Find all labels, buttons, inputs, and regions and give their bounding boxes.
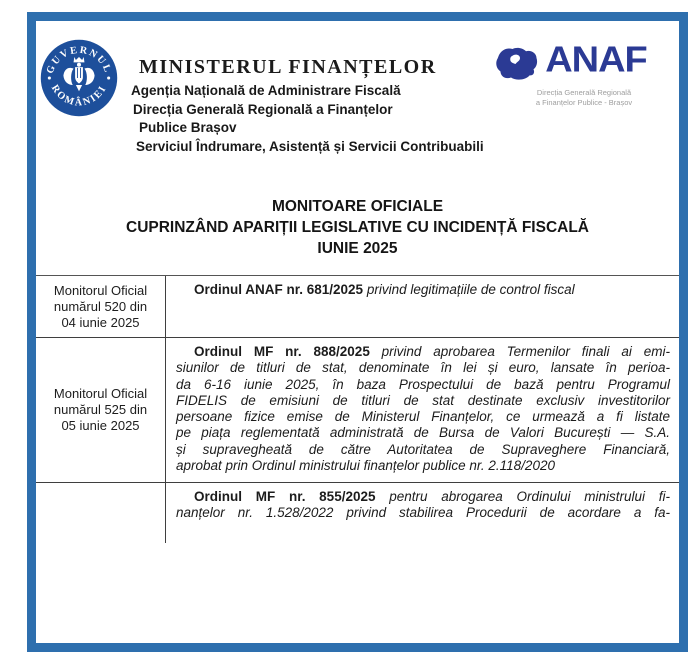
org-line-dgr: Direcția Generală Regională a Finanțelor <box>133 101 393 117</box>
document-title <box>36 196 679 259</box>
order-line: da 6-16 iunie 2025, în baza Prospectului de bază pentru Programul <box>176 376 670 392</box>
order-subject: privind aprobarea Termenilor finali ai emi- <box>369 344 670 359</box>
table-row <box>36 338 679 483</box>
order-number: Ordinul MF nr. 855/2025 <box>194 489 376 504</box>
order-line: FIDELIS de emisiuni de titluri de stat destinate exclusiv investitorilor <box>176 392 670 408</box>
anaf-wordmark: ANAF <box>545 40 647 80</box>
order-subject: pentru abrogarea Ordinului ministrului fi- <box>375 489 670 504</box>
org-line-publice-brasov: Publice Brașov <box>139 120 237 135</box>
title-line-2: CUPRINZÂND APARIȚII LEGISLATIVE CU INCIDENȚĂ FISCALĂ <box>126 219 589 236</box>
order-description-cell <box>166 338 679 482</box>
seal-top-text: GUVERNUL <box>44 44 114 76</box>
order-description-cell <box>166 483 679 543</box>
monitor-table <box>36 275 679 543</box>
order-subject: privind legitimațiile de control fiscal <box>363 282 575 297</box>
org-line-anaf: Agenția Națională de Administrare Fiscală <box>131 83 401 98</box>
table-row <box>36 276 679 338</box>
order-first-line <box>176 489 670 505</box>
order-line: pe piața reglementată administrată de Bursa de Valori București — S.A. <box>176 425 670 441</box>
title-line-1: MONITOARE OFICIALE <box>271 198 444 215</box>
ministry-title: MINISTERUL FINANȚELOR <box>139 56 437 78</box>
seal-bottom-text: ROMÂNIEI <box>48 83 110 109</box>
ref-line: numărul 520 din <box>53 298 148 314</box>
ref-line: Monitorul Oficial <box>53 386 148 401</box>
ref-line: numărul 525 din <box>53 402 148 417</box>
anaf-subtitle-line2: a Finanțelor Publice - Brașov <box>535 98 633 107</box>
monitor-ref-cell <box>36 338 166 482</box>
order-line: persoane fizice emise de Ministerul Finanțelor, ce urmează a fi listate <box>176 409 670 425</box>
monitor-ref-cell <box>36 483 166 543</box>
order-first-line <box>176 344 670 360</box>
romania-map-icon <box>493 43 541 85</box>
anaf-subtitle <box>510 88 658 108</box>
title-line-3: IUNIE 2025 <box>317 240 398 257</box>
guvernul-romaniei-seal-logo <box>40 39 118 117</box>
order-line: siunilor de titluri de stat, denominate în lei și euro, lansate în perioa- <box>176 360 670 376</box>
order-first-line <box>176 282 670 298</box>
order-last-line: aprobat prin Ordinul ministrului finanțelor publice nr. 2.118/2020 <box>176 458 555 474</box>
ref-line: 05 iunie 2025 <box>61 418 140 433</box>
org-line-serviciul: Serviciul Îndrumare, Asistență și Servicii Contribuabili <box>136 138 484 154</box>
order-description-cell <box>166 276 679 337</box>
ref-line: Monitorul Oficial <box>53 282 148 298</box>
order-number: Ordinul MF nr. 888/2025 <box>194 344 370 359</box>
anaf-subtitle-line1: Direcția Generală Regională <box>536 88 632 97</box>
table-row <box>36 483 679 543</box>
order-line: nanțelor nr. 1.528/2022 privind stabilirea Procedurii de acordare a fa- <box>176 505 670 521</box>
anaf-logo <box>482 40 658 108</box>
monitor-ref-cell <box>36 276 166 337</box>
ministry-header-block <box>131 56 484 156</box>
order-line: și supravegheată de către Autoritatea de Supraveghere Financiară, <box>176 441 670 457</box>
order-number: Ordinul ANAF nr. 681/2025 <box>194 282 364 297</box>
ref-line: 04 iunie 2025 <box>61 314 140 330</box>
